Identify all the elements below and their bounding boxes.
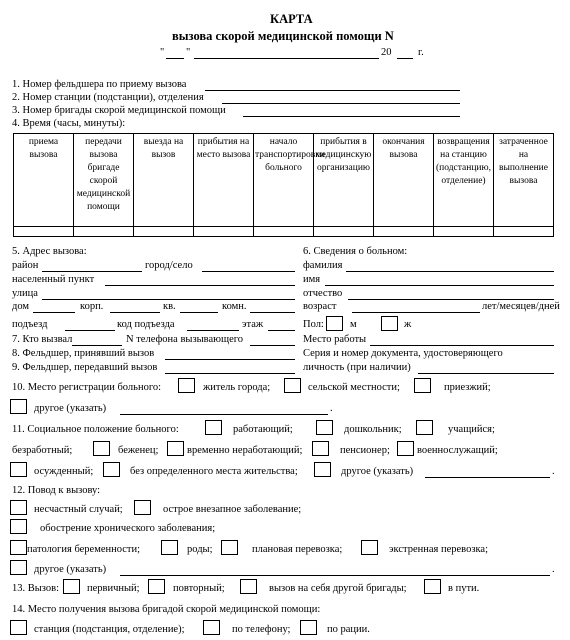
surname-line[interactable]	[346, 271, 554, 272]
name-label: имя	[303, 274, 321, 285]
time-col-header: начало транспортировки больного	[254, 134, 314, 227]
street-line[interactable]	[42, 299, 295, 300]
q12-checkbox-other[interactable]	[10, 560, 27, 575]
q10-option-city: житель города;	[203, 382, 271, 393]
q10-checkbox-rural[interactable]	[284, 378, 301, 393]
q11-checkbox-student[interactable]	[416, 420, 433, 435]
q11-option-employed: работающий;	[233, 424, 293, 435]
field-9-line[interactable]	[165, 373, 295, 374]
entrance-code-line[interactable]	[187, 330, 239, 331]
q11-label: 11. Социальное положение больного:	[12, 424, 179, 435]
q12-option-birth: роды;	[187, 544, 213, 555]
time-table	[13, 133, 554, 237]
caller-label: 7. Кто вызвал	[12, 334, 73, 345]
caller-line[interactable]	[72, 345, 122, 346]
time-input-cell[interactable]	[134, 227, 194, 237]
building-label: корп.	[80, 301, 104, 312]
q13-option-primary: первичный;	[87, 583, 140, 594]
q14-option-station: станция (подстанция, отделение);	[34, 624, 185, 635]
city-line[interactable]	[202, 271, 295, 272]
q11-checkbox-employed[interactable]	[205, 420, 222, 435]
q10-label: 10. Место регистрации больного:	[12, 382, 162, 393]
caller-phone-label: N телефона вызывающего	[126, 334, 244, 345]
q13-checkbox-other-team[interactable]	[240, 579, 257, 594]
q13-checkbox-repeat[interactable]	[148, 579, 165, 594]
q12-option-other: другое (указать)	[34, 564, 107, 575]
q10-option-rural: сельской местности;	[308, 382, 400, 393]
field-2-line[interactable]	[222, 103, 460, 104]
floor-label: этаж	[242, 319, 264, 330]
q12-option-emergency: экстренная перевозка;	[389, 544, 488, 555]
q13-label: 13. Вызов:	[12, 583, 60, 594]
field-9-label: 9. Фельдшер, передавший вызов	[12, 362, 158, 373]
time-table-input-row	[14, 227, 554, 237]
time-table-header-row	[14, 134, 554, 227]
q12-checkbox-acute[interactable]	[134, 500, 151, 515]
entrance-line[interactable]	[65, 330, 115, 331]
q13-checkbox-primary[interactable]	[63, 579, 80, 594]
q12-other-line[interactable]	[120, 575, 550, 576]
district-label: район	[12, 260, 39, 271]
locality-label: населенный пункт	[12, 274, 95, 285]
date-close-quote: "	[186, 47, 191, 58]
time-col-header: прибытия в медицинскую организацию	[314, 134, 374, 227]
field-1-label: 1. Номер фельдшера по приему вызова	[12, 79, 187, 90]
date-open-quote: "	[160, 47, 165, 58]
date-year-line[interactable]	[397, 58, 413, 59]
time-col-header: приема вызова	[14, 134, 74, 227]
q12-option-planned: плановая перевозка;	[252, 544, 343, 555]
sex-male-label: м	[350, 319, 357, 330]
patronymic-label: отчество	[303, 288, 343, 299]
floor-line[interactable]	[268, 330, 295, 331]
q12-checkbox-birth[interactable]	[161, 540, 178, 555]
identity-line[interactable]	[418, 373, 554, 374]
q11-other-line[interactable]	[425, 477, 550, 478]
age-units-label: лет/месяцев/дней	[482, 301, 560, 312]
form-subtitle: вызова скорой медицинской помощи N	[172, 29, 394, 43]
entrance-label: подъезд	[12, 319, 48, 330]
q10-checkbox-city[interactable]	[178, 378, 195, 393]
room-label: комн.	[222, 301, 247, 312]
house-line[interactable]	[33, 312, 75, 313]
q14-checkbox-radio[interactable]	[300, 620, 317, 635]
field-2-label: 2. Номер станции (подстанции), отделения	[12, 92, 204, 103]
field-1-line[interactable]	[205, 90, 460, 91]
city-label: город/село	[145, 260, 193, 271]
q11-checkbox-temp-unemployed[interactable]	[312, 441, 329, 456]
q11-end: .	[552, 466, 555, 477]
q12-checkbox-emergency[interactable]	[361, 540, 378, 555]
q12-option-chronic: обострение хронического заболевания;	[40, 523, 216, 534]
identity-label: личность (при наличии)	[303, 362, 411, 373]
address-heading: 5. Адрес вызова:	[12, 246, 87, 257]
q14-checkbox-phone[interactable]	[203, 620, 220, 635]
q11-option-homeless: без определенного места жительства;	[130, 466, 298, 477]
apartment-line[interactable]	[180, 312, 218, 313]
age-line[interactable]	[352, 312, 480, 313]
workplace-label: Место работы	[303, 334, 367, 345]
q12-checkbox-accident[interactable]	[10, 500, 27, 515]
time-input-cell[interactable]	[74, 227, 134, 237]
time-col-header: затраченное на выполнение вызова	[494, 134, 554, 227]
field-8-line[interactable]	[165, 359, 295, 360]
q11-option-temp-unemployed: временно неработающий;	[187, 445, 303, 456]
time-input-cell[interactable]	[14, 227, 74, 237]
q13-option-other-team: вызов на себя другой бригады;	[269, 583, 407, 594]
time-input-cell[interactable]	[494, 227, 554, 237]
q14-option-radio: по рации.	[327, 624, 370, 635]
q12-label: 12. Повод к вызову:	[12, 485, 101, 496]
time-input-cell[interactable]	[194, 227, 254, 237]
q12-checkbox-pregnancy[interactable]	[10, 540, 27, 555]
date-year-suffix: г.	[418, 47, 424, 58]
time-input-cell[interactable]	[374, 227, 434, 237]
date-year-prefix: 20	[381, 47, 392, 58]
time-col-header: прибытия на место вызова	[194, 134, 254, 227]
apartment-label: кв.	[163, 301, 176, 312]
q14-label: 14. Место получения вызова бригадой скорой медицинской помощи:	[12, 604, 321, 615]
q13-checkbox-en-route[interactable]	[424, 579, 441, 594]
field-8-label: 8. Фельдшер, принявший вызов	[12, 348, 155, 359]
q12-end: .	[552, 564, 555, 575]
time-col-header: возвращения на станцию (подстанцию, отделение)	[434, 134, 494, 227]
q11-option-pensioner: пенсионер;	[340, 445, 390, 456]
name-line[interactable]	[325, 285, 554, 286]
q12-option-acute: острое внезапное заболевание;	[163, 504, 302, 515]
age-label: возраст	[303, 301, 337, 312]
q11-checkbox-refugee[interactable]	[167, 441, 184, 456]
q12-option-pregnancy: патология беременности;	[27, 544, 141, 555]
sex-female-label: ж	[404, 319, 412, 330]
q11-checkbox-convicted[interactable]	[103, 462, 120, 477]
q11-checkbox-homeless[interactable]	[314, 462, 331, 477]
sex-male-checkbox[interactable]	[326, 316, 343, 331]
q14-option-phone: по телефону;	[232, 624, 291, 635]
q14-checkbox-station[interactable]	[10, 620, 27, 635]
field-3-label: 3. Номер бригады скорой медицинской помощи	[12, 105, 226, 116]
surname-label: фамилия	[303, 260, 343, 271]
patronymic-line[interactable]	[348, 299, 554, 300]
caller-phone-line[interactable]	[250, 345, 295, 346]
field-4-label: 4. Время (часы, минуты):	[12, 118, 126, 129]
q11-checkbox-military[interactable]	[10, 462, 27, 477]
q11-option-military: военнослужащий;	[417, 445, 498, 456]
district-line[interactable]	[42, 271, 142, 272]
form-title: КАРТА	[270, 12, 313, 26]
q11-checkbox-unemployed[interactable]	[93, 441, 110, 456]
entrance-code-label: код подъезда	[117, 319, 175, 330]
q11-option-refugee: беженец;	[118, 445, 159, 456]
room-line[interactable]	[250, 312, 295, 313]
q10-option-visitor: приезжий;	[444, 382, 491, 393]
q11-option-other: другое (указать)	[341, 466, 414, 477]
q12-checkbox-chronic[interactable]	[10, 519, 27, 534]
time-col-header: передачи вызова бригаде скорой медицинской помощи	[74, 134, 134, 227]
building-line[interactable]	[110, 312, 160, 313]
q12-option-accident: несчастный случай;	[34, 504, 123, 515]
field-3-line[interactable]	[243, 116, 460, 117]
time-input-cell[interactable]	[434, 227, 494, 237]
street-label: улица	[12, 288, 38, 299]
workplace-line[interactable]	[370, 345, 554, 346]
patient-heading: 6. Сведения о больном:	[303, 246, 408, 257]
time-col-header: окончания вызова	[374, 134, 434, 227]
document-label: Серия и номер документа, удостоверяющего	[303, 348, 503, 359]
q11-checkbox-preschool[interactable]	[316, 420, 333, 435]
q11-option-unemployed: безработный;	[12, 445, 73, 456]
sex-label: Пол:	[303, 319, 324, 330]
date-day-line[interactable]	[166, 58, 184, 59]
time-input-cell[interactable]	[254, 227, 314, 237]
q10-end: .	[330, 403, 333, 414]
house-label: дом	[12, 301, 30, 312]
time-col-header: выезда на вызов	[134, 134, 194, 227]
q12-checkbox-planned[interactable]	[221, 540, 238, 555]
q11-option-convicted: осужденный;	[34, 466, 94, 477]
q10-checkbox-visitor[interactable]	[414, 378, 431, 393]
locality-line[interactable]	[105, 285, 295, 286]
q10-other-line[interactable]	[120, 414, 328, 415]
sex-female-checkbox[interactable]	[381, 316, 398, 331]
q10-option-other: другое (указать)	[34, 403, 107, 414]
q13-option-en-route: в пути.	[448, 583, 480, 594]
q11-option-student: учащийся;	[448, 424, 495, 435]
q13-option-repeat: повторный;	[173, 583, 225, 594]
q11-option-preschool: дошкольник;	[344, 424, 402, 435]
q10-checkbox-other[interactable]	[10, 399, 27, 414]
date-month-line[interactable]	[194, 58, 379, 59]
time-input-cell[interactable]	[314, 227, 374, 237]
q11-checkbox-pensioner[interactable]	[397, 441, 414, 456]
